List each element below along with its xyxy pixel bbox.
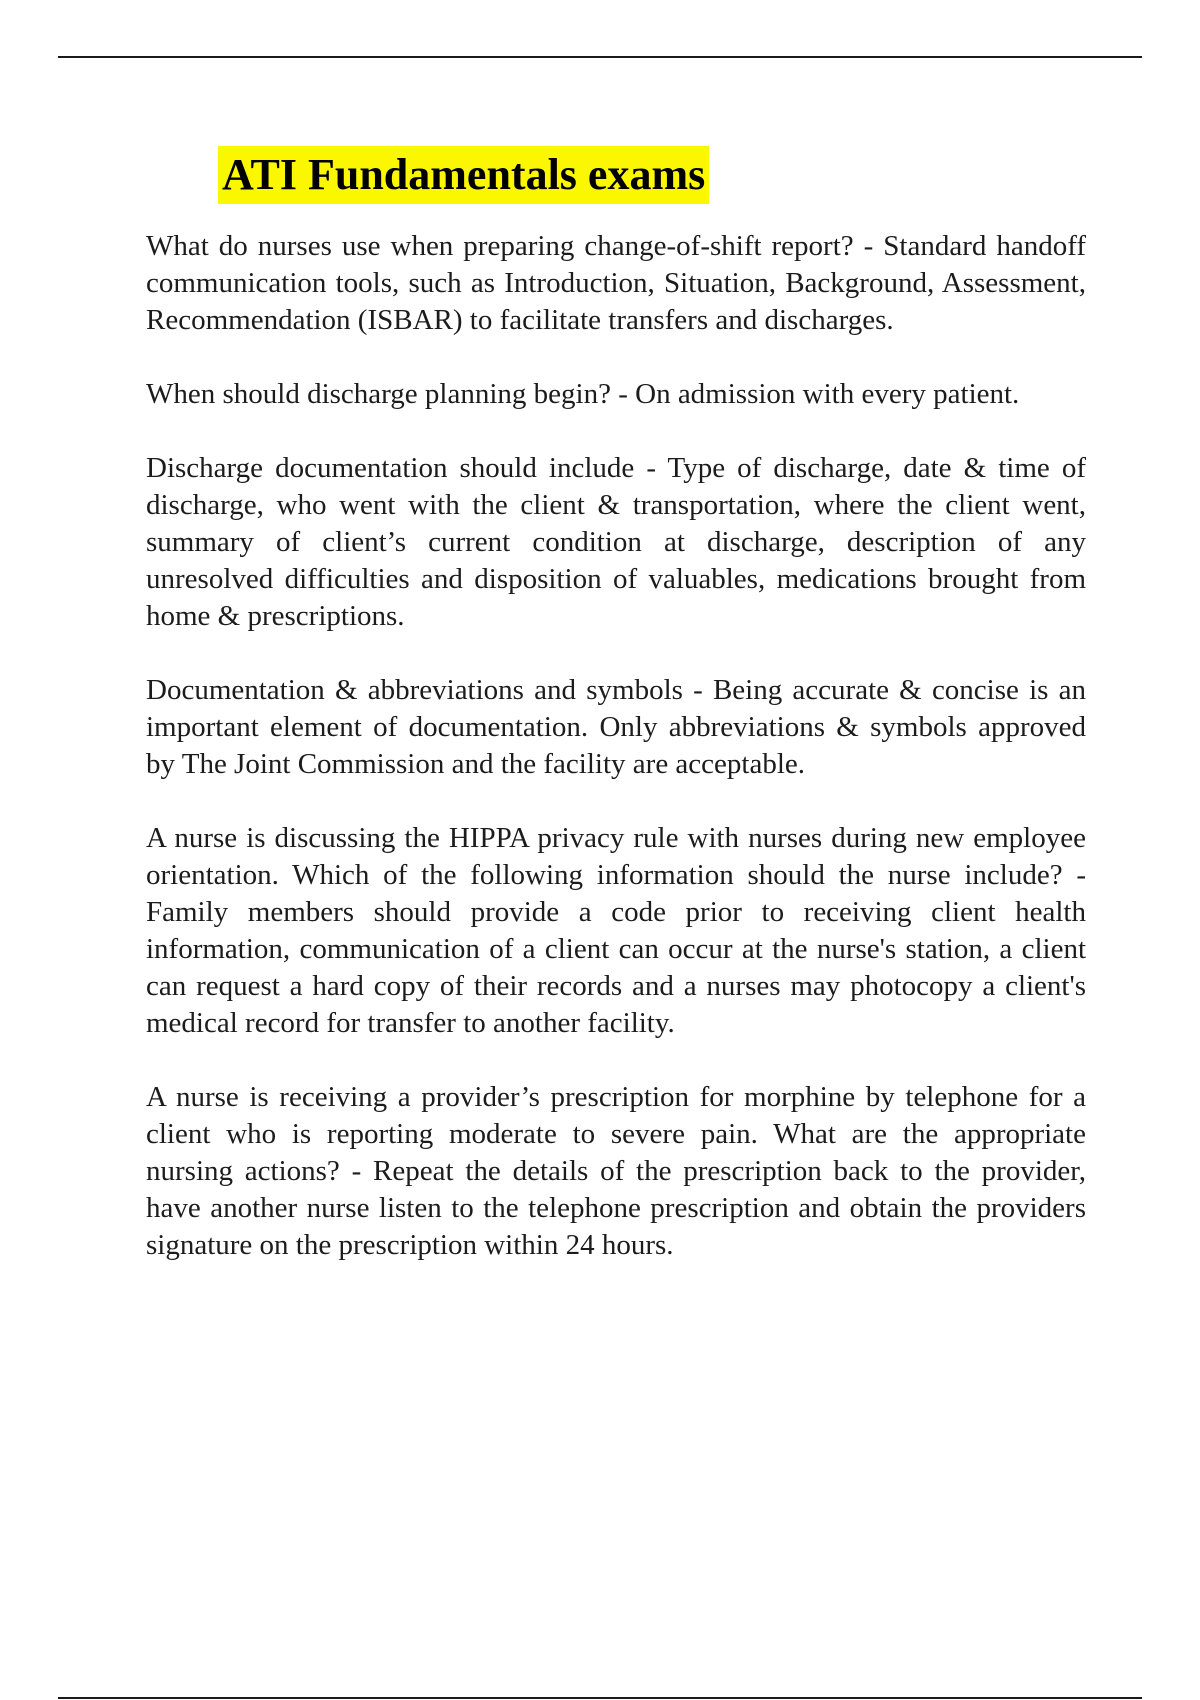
qa-entry-1: What do nurses use when preparing change-of-shift report? - Standard handoff communication tools, such as Introduction, Situation, Background, Assessment, Recommendation (ISBAR) to facilitate transfers and discharges. — [146, 230, 1086, 336]
qa-entry-3: Discharge documentation should include - Type of discharge, date & time of discharge, who went with the client & transportation, where the client went, summary of client’s current condition at discharge, description of any unresolved difficulties and disposition of valuables, medications brought from home & prescriptions. — [146, 452, 1086, 632]
qa-entry-6: A nurse is receiving a provider’s prescription for morphine by telephone for a client who is reporting moderate to severe pain. What are the appropriate nursing actions? - Repeat the details of the prescription back to the provider, have another nurse listen to the telephone prescription and obtain the providers signature on the prescription within 24 hours. — [146, 1081, 1086, 1261]
qa-entry-2: When should discharge planning begin? - On admission with every patient. — [146, 378, 1020, 410]
qa-entry-5: A nurse is discussing the HIPPA privacy rule with nurses during new employee orientation. Which of the following information should the nurse include? - Family members should provide a code prior to receiving client health information, communication of a client can occur at the nurse's station, a client can request a hard copy of their records and a nurses may photocopy a client's medical record for transfer to another facility. — [146, 822, 1086, 1039]
title-block — [218, 146, 709, 204]
qa-entry-4: Documentation & abbreviations and symbols - Being accurate & concise is an important element of documentation. Only abbreviations & symbols approved by The Joint Commission and the facility are acceptable. — [146, 674, 1086, 780]
top-rule — [58, 56, 1142, 58]
bottom-rule — [58, 1697, 1142, 1699]
document-title: ATI Fundamentals exams — [218, 146, 709, 204]
document-body — [146, 228, 1086, 1301]
